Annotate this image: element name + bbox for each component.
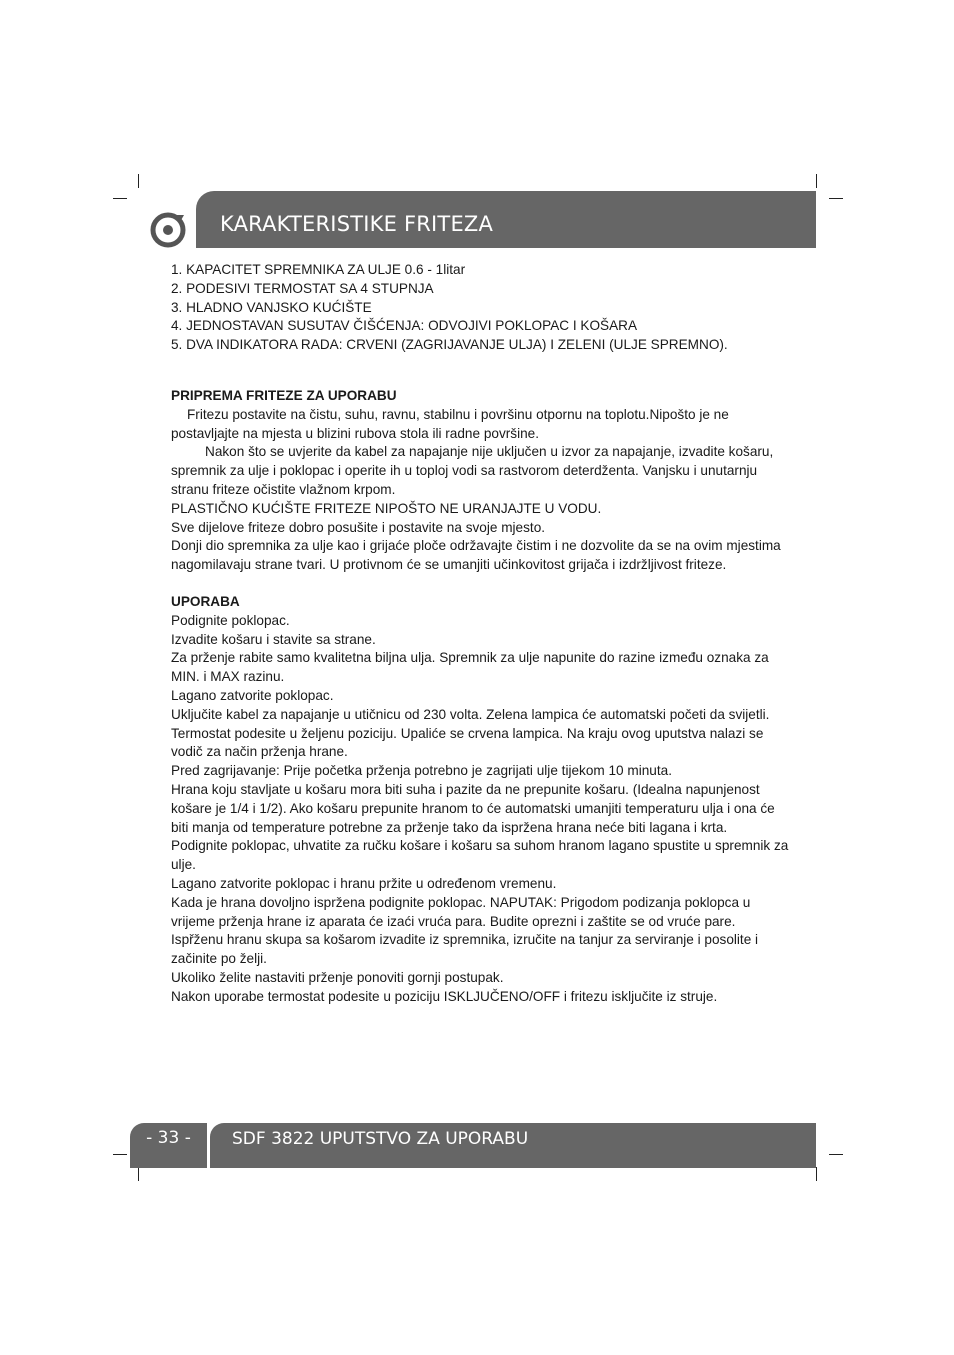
paragraph: Ukoliko želite nastaviti prženje ponoviti gornji postupak. (171, 969, 504, 985)
list-item: 2. PODESIVI TERMOSTAT SA 4 STUPNJA (171, 280, 434, 296)
header-bar (196, 191, 816, 248)
paragraph: PLASTIČNO KUĆIŠTE FRITEZE NIPOŠTO NE URANJAJTE U VODU. (171, 500, 602, 516)
paragraph: Lagano zatvorite poklopac i hranu pržite u određenom vremenu. (171, 875, 557, 891)
brand-logo-icon (150, 212, 186, 248)
crop-mark (816, 174, 817, 188)
paragraph: Podignite poklopac. (171, 612, 290, 628)
paragraph: Za prženje rabite samo kvalitetna biljna ulja. Spremnik za ulje napunite do razine između oznaka za MIN. i MAX razinu. (171, 650, 769, 685)
paragraph: Sve dijelove friteze dobro posušite i postavite na svoje mjesto. (171, 519, 546, 535)
paragraph: Ispřženu hranu skupa sa košarom izvadite iz spremnika, izručite na tanjur za serviranje i posolite i začinite po želji. (171, 932, 759, 967)
paragraph: Uključite kabel za napajanje u utičnicu od 230 volta. Zelena lampica će automatski početi da svijetli. (171, 706, 770, 722)
paragraph: Termostat podesite u željenu poziciju. Upaliće se crvena lampica. Na kraju ovog uputstva nalazi se vodič za način prženja hrane. (171, 725, 764, 760)
paragraph: Lagano zatvorite poklopac. (171, 687, 334, 703)
paragraph: Pred zagrijavanje: Prije početka prženja potrebno je zagrijati ulje tijekom 10 minuta. (171, 763, 672, 779)
crop-mark (829, 1154, 843, 1155)
list-item: 1. KAPACITET SPREMNIKA ZA ULJE 0.6 - 1litar (171, 262, 466, 277)
page-title: KARAKTERISTIKE FRITEZA (220, 211, 494, 236)
section-heading: UPORABA (171, 593, 240, 609)
paragraph: Nakon uporabe termostat podesite u poziciju ISKLJUČENO/OFF i fritezu isključite iz struje. (171, 988, 718, 1004)
crop-mark (113, 1154, 127, 1155)
feature-list (171, 261, 791, 355)
paragraph: Donji dio spremnika za ulje kao i grijaće ploče održavajte čistim i ne dozvolite da se na ovim mjestima nagomilavaju strane tvari. U protivnom će se umanjiti učinkovitost grijača i izdržljivost friteze. (171, 538, 781, 573)
preparation-section (171, 387, 791, 575)
crop-mark (138, 174, 139, 188)
list-item: 4. JEDNOSTAVAN SUSUTAV ČIŠĆENJA: ODVOJIVI POKLOPAC I KOŠARA (171, 318, 638, 334)
paragraph: Fritezu postavite na čistu, suhu, ravnu, stabilnu i površinu otpornu na toplotu.Nipošto je ne postavljajte na mjesta u blizini rubova stola ili radne površine. (171, 406, 729, 441)
crop-mark (113, 198, 127, 199)
main-content (171, 261, 791, 1006)
footer-title: SDF 3822 UPUTSTVO ZA UPORABU (210, 1123, 816, 1168)
paragraph: Kada je hrana dovoljno ispržena podignite poklopac. NAPUTAK: Prigodom podizanja poklopca u vrijeme prženja hrane iz aparata će izaći vruća para. Budite oprezni i zaštite se od vruće pare. (171, 894, 751, 929)
crop-mark (829, 198, 843, 199)
paragraph: Hrana koju stavljate u košaru mora biti suha i pazite da ne prepunite košaru. (Idealna napunjenost košare je 1/4 i 1/2). Ako košaru prepunite hranom to će automatski umanjiti temperaturu ulja i ona će biti manja od temperature potrebne za prženje tako da ispržena hrana neće biti lagana i krta. (171, 781, 775, 835)
usage-section (171, 593, 791, 1007)
paragraph: Nakon što se uvjerite da kabel za napajanje nije uključen u izvor za napajanje, izvadite košaru, spremnik za ulje i poklopac i operite ih u toploj vodi sa rastvorom deterdženta. Vanjsku i unutarnju stranu friteze očistite vlažnom krpom. (171, 444, 774, 497)
page-number: - 33 - (130, 1123, 207, 1168)
list-item: 3. HLADNO VANJSKO KUĆIŠTE (171, 299, 372, 315)
crop-mark (816, 1167, 817, 1181)
paragraph: Izvadite košaru i stavite sa strane. (171, 631, 376, 647)
section-heading: PRIPREMA FRITEZE ZA UPORABU (171, 387, 397, 403)
list-item: 5. DVA INDIKATORA RADA: CRVENI (ZAGRIJAVANJE ULJA) I ZELENI (ULJE SPREMNO). (171, 337, 728, 353)
crop-mark (138, 1167, 139, 1181)
paragraph: Podignite poklopac, uhvatite za ručku košare i košaru sa suhom hranom lagano spustite u spremnik za ulje. (171, 838, 789, 873)
